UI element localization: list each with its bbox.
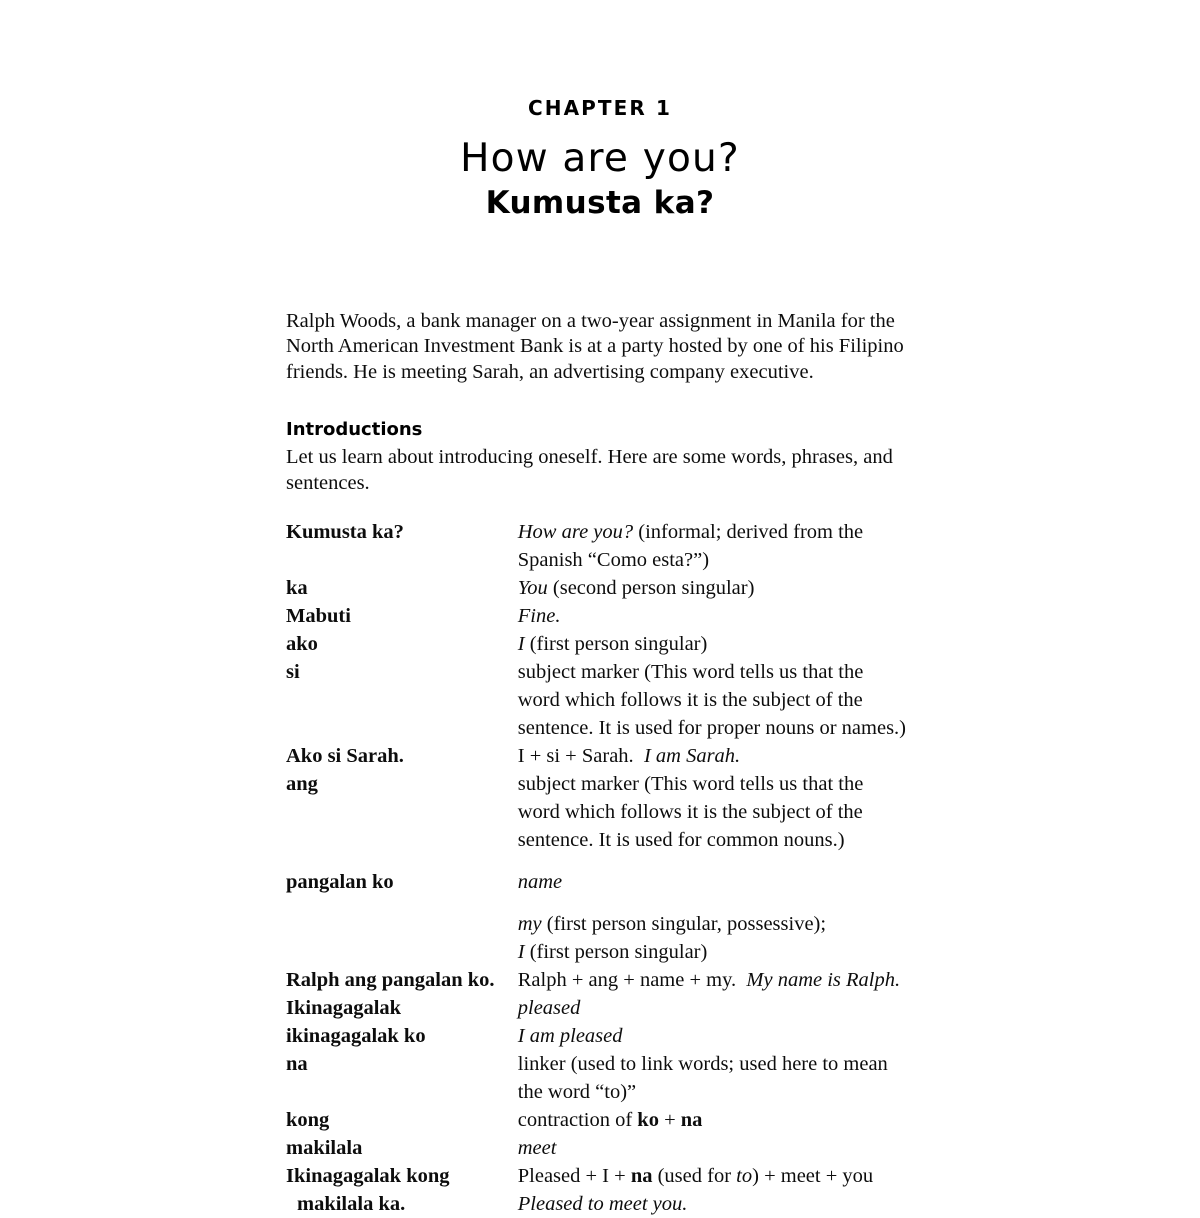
vocab-gloss: contraction of ko + na [517,1109,703,1131]
vocab-term-text: Mabuti [286,605,351,627]
vocab-term [286,518,518,574]
vocab-term [286,770,518,854]
table-row [286,602,922,630]
vocab-term-text: Kumusta ka? [286,521,404,543]
vocab-term-text: ang [286,773,318,795]
table-row [286,854,922,966]
vocab-gloss: meet [517,1137,557,1159]
vocab-term-text: pangalan ko [286,871,394,893]
vocabulary-table [286,518,922,1218]
intro-paragraph: Ralph Woods, a bank manager on a two-year assignment in Manila for the North American Investment Bank is at a party hosted by one of his Filipino friends. He is meeting Sarah, an advertising company executive. [286,309,904,383]
vocab-gloss: I + si + Sarah. I am Sarah. [517,745,741,767]
vocab-term [286,630,518,658]
vocab-term-text: Ralph ang pangalan ko. [286,969,495,991]
chapter-subtitle: Kumusta ka? [485,185,715,221]
table-row [286,742,922,770]
vocab-term [286,854,518,966]
vocab-gloss: subject marker (This word tells us that the word which follows it is the subject of the sentence. It is used for common nouns.) [517,773,864,851]
vocab-term-text: ako [286,633,318,655]
vocab-term-text: na [286,1053,308,1075]
vocab-term [286,602,518,630]
table-row [286,1022,922,1050]
table-row [286,1162,922,1218]
table-row [286,770,922,854]
table-row [286,658,922,742]
table-row [286,1134,922,1162]
section-heading-introductions: Introductions [286,419,423,440]
table-row [286,1050,922,1106]
vocab-gloss: I am pleased [517,1025,623,1047]
vocab-term [286,742,518,770]
vocab-term-text: ka [286,577,308,599]
table-row [286,1106,922,1134]
vocab-gloss: name my (first person singular, possessive); I (first person singular) [517,871,827,963]
table-row [286,994,922,1022]
vocab-term [286,994,518,1022]
table-row [286,518,922,574]
vocab-term-text: Ikinagagalak [286,997,402,1019]
chapter-label: CHAPTER 1 [527,96,673,120]
vocab-term-text: Ikinagagalak kong [286,1165,450,1187]
vocab-term-text: makilala [286,1137,363,1159]
vocab-gloss: Ralph + ang + name + my. My name is Ralph. [517,969,901,991]
vocab-term [286,1162,518,1218]
vocab-term [286,1022,518,1050]
chapter-heading-block [0,96,1200,222]
vocab-term-text: si [286,661,300,683]
vocab-term [286,1050,518,1106]
vocabulary-table-body [286,518,922,1218]
vocab-gloss: Pleased + I + na (used for to) + meet + you Pleased to meet you. [517,1165,874,1215]
vocab-gloss: linker (used to link words; used here to mean the word “to)” [517,1053,888,1103]
vocab-gloss: Fine. [517,605,561,627]
table-row [286,630,922,658]
vocab-term [286,966,518,994]
vocab-gloss: How are you? (informal; derived from the Spanish “Como esta?”) [517,521,864,571]
table-row [286,574,922,602]
vocab-term-text: ikinagagalak ko [286,1025,426,1047]
vocab-term [286,574,518,602]
vocab-term [286,1106,518,1134]
table-row [286,966,922,994]
vocab-term-text: kong [286,1109,330,1131]
vocab-gloss: You (second person singular) [517,577,755,599]
vocab-term [286,1134,518,1162]
body-column [286,288,922,1218]
vocab-gloss: I (first person singular) [517,633,708,655]
vocab-term [286,658,518,742]
vocab-gloss: subject marker (This word tells us that the word which follows it is the subject of the sentence. It is used for proper nouns or names.) [517,661,906,739]
vocab-gloss: pleased [517,997,581,1019]
vocab-term-text: Ako si Sarah. [286,745,404,767]
chapter-title: How are you? [460,136,740,181]
vocab-term-text-line2: makilala ka. [297,1193,406,1215]
section-lead-paragraph: Let us learn about introducing oneself. Here are some words, phrases, and sentences. [286,446,893,494]
